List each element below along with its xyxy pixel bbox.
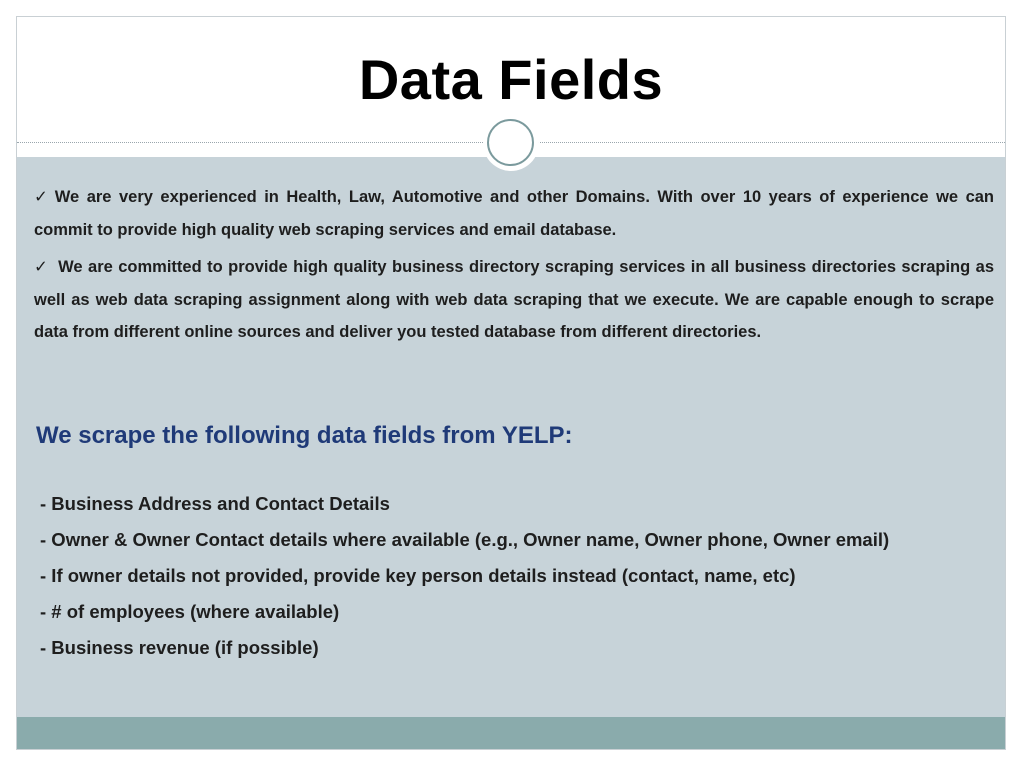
list-item: - Owner & Owner Contact details where available (e.g., Owner name, Owner phone, Owner email) <box>40 529 890 550</box>
circle-emblem-icon <box>483 115 539 171</box>
footer-band <box>17 717 1005 750</box>
slide <box>16 16 1006 750</box>
paragraph-text: We are committed to provide high quality business directory scraping services in all business directories scraping as well as web data scraping assignment along with web data scraping that we execute. We are capable enough to scrape data from different online sources and deliver you tested database from different directories. <box>34 258 994 341</box>
list-item: - If owner details not provided, provide key person details instead (contact, name, etc) <box>40 565 796 586</box>
list-item: - Business Address and Contact Details <box>40 493 390 514</box>
paragraph-commitment <box>34 251 994 349</box>
paragraph-text: We are very experienced in Health, Law, Automotive and other Domains. With over 10 years of experience we can commit to provide high quality web scraping services and email database. <box>34 188 995 239</box>
paragraph-experience <box>34 181 994 246</box>
checkmark-icon: ✓ <box>34 258 49 276</box>
fields-subheading: We scrape the following data fields from YELP: <box>36 422 573 449</box>
checkmark-icon: ✓ <box>34 188 51 206</box>
list-item: - # of employees (where available) <box>40 601 340 622</box>
slide-title: Data Fields <box>358 48 664 111</box>
list-item: - Business revenue (if possible) <box>40 637 319 658</box>
data-fields-list <box>40 486 889 666</box>
circle-emblem-ring <box>487 119 534 166</box>
